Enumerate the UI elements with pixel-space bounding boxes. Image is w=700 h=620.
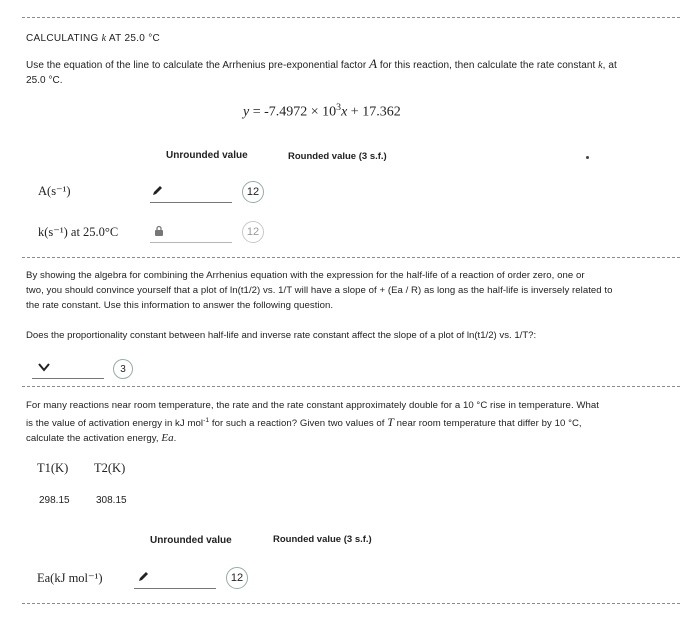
ea-column-header-rounded: Rounded value (3 s.f.): [273, 534, 372, 545]
k-attempts-badge: 12: [242, 221, 264, 243]
chevron-down-icon: [38, 363, 50, 372]
separator-2: [22, 257, 680, 258]
separator-top: [22, 17, 680, 18]
halflife-instructions: By showing the algebra for combining the Arrhenius equation with the expression for the half-life of a reaction of order zero, one or two, you should convince yourself that a plot of ln(t1/2) vs. 1/T will have a slope of + (Ea / R) as long as the half-life is inversely related to the rate constant. Use this information to answer the following question.: [26, 270, 613, 311]
lock-icon: [153, 225, 165, 237]
separator-bottom: [22, 603, 680, 604]
ea-unrounded-underline: [134, 588, 216, 589]
slope-dropdown[interactable]: [36, 360, 102, 376]
t1-value: 298.15: [39, 495, 70, 506]
dot-mark: [586, 156, 589, 159]
k-unrounded-field[interactable]: [153, 225, 165, 240]
a-factor-label: A(s⁻¹): [38, 184, 71, 198]
column-header-rounded: Rounded value (3 s.f.): [288, 151, 387, 162]
a-unrounded-underline: [150, 202, 232, 203]
dropdown-attempts-badge: 3: [113, 359, 133, 379]
t2-value: 308.15: [96, 495, 127, 506]
pencil-icon: [152, 184, 164, 196]
separator-3: [22, 386, 680, 387]
k-unrounded-underline: [150, 242, 232, 243]
instruction-text: Use the equation of the line to calculate the Arrhenius pre-exponential factor A for this reaction, then calculate the rate constant k, at 25.0 °C.: [26, 56, 617, 86]
activation-energy-instructions: For many reactions near room temperature, the rate and the rate constant approximately double for a 10 °C rise in temperature. What is the value of activation energy in kJ mol$^{-1}$ for such a reaction? Given two values of T near room temperature that differ by 10 °C, calculate the activation energy, Ea.: [26, 400, 599, 445]
a-unrounded-field[interactable]: [152, 184, 164, 199]
t1-header: T1(K): [37, 461, 69, 475]
column-header-unrounded: Unrounded value: [166, 150, 248, 161]
pencil-icon: [138, 570, 150, 582]
a-attempts-badge: 12: [242, 181, 264, 203]
t2-header: T2(K): [94, 461, 126, 475]
ea-unrounded-field[interactable]: [138, 570, 150, 585]
section-heading: CALCULATING k AT 25.0 °C: [26, 33, 161, 44]
ea-attempts-badge: 12: [226, 567, 248, 589]
slope-question: Does the proportionality constant between half-life and inverse rate constant affect the slope of a plot of ln(t1/2) vs. 1/T?:: [26, 330, 537, 341]
line-equation: $y = -7.4972 \times 10^3x + 17.362$: [243, 102, 401, 120]
k-label: k(s⁻¹) at 25.0°C: [38, 225, 119, 239]
ea-column-header-unrounded: Unrounded value: [150, 535, 232, 546]
ea-label: Ea(kJ mol⁻¹): [37, 571, 103, 585]
dropdown-underline: [32, 378, 104, 379]
